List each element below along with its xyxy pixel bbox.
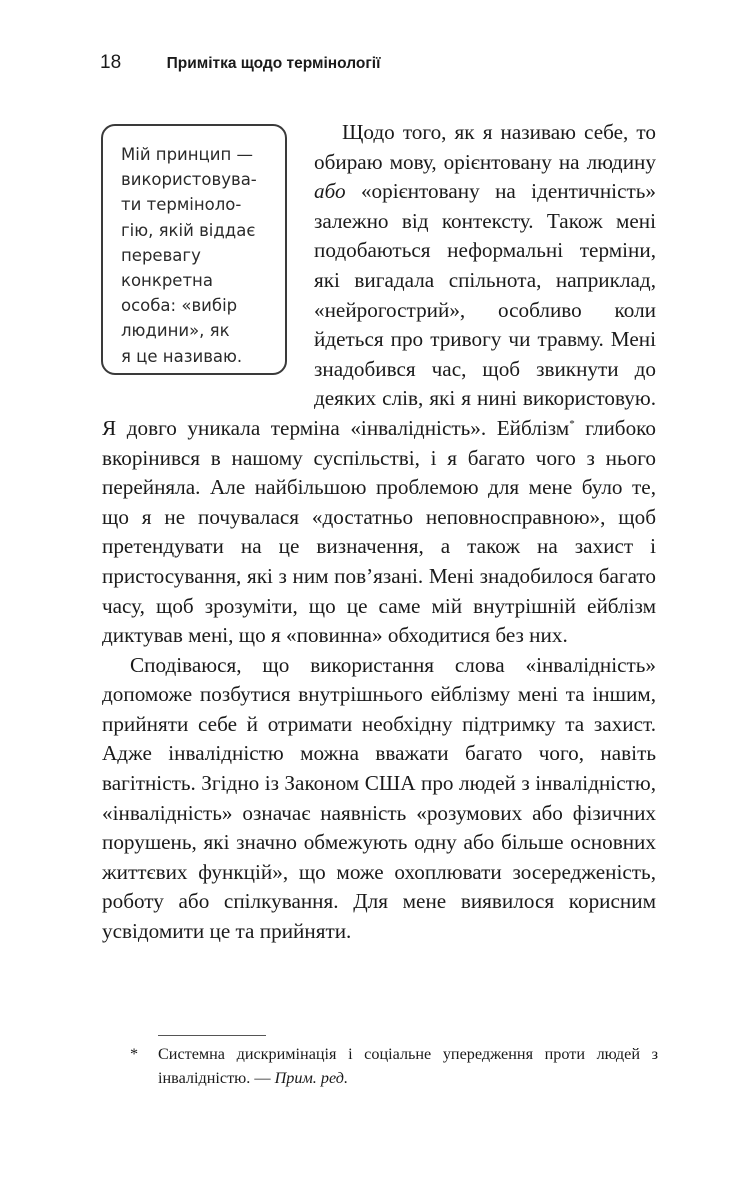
callout-line: ти терміноло-	[121, 195, 242, 215]
page-number: 18	[100, 52, 122, 73]
footnote-mark: *	[130, 1045, 139, 1063]
footnote-text: Системна дискримінація і соціальне упередження проти людей з інвалідністю. —	[158, 1045, 658, 1087]
footnote	[130, 1043, 658, 1090]
callout-line: особа: «вибір	[121, 296, 238, 316]
callout-line: Мій принцип —	[121, 145, 254, 164]
footnote-body	[158, 1043, 658, 1090]
callout-line: перевагу	[121, 245, 201, 265]
body-text	[102, 118, 656, 947]
paragraph-1-text-c: глибоко вкорінився в нашому суспільстві, і я багато чого з нього перейняла. Але найбільшою проблемою для мене було те, що я не почувалася «достатньо неповносправною», щоб претендувати на це визначення, а також на захист і пристосування, які з ним пов’язані. Мені знадобилося багато часу, щоб зрозуміти, що це саме мій внутрішній ейблізм диктував мені, що я «повинна» обходитися без них.	[102, 415, 656, 648]
callout-line: конкретна	[121, 271, 213, 291]
callout-line: я це називаю.	[121, 346, 243, 366]
paragraph-1-italic: або	[314, 179, 346, 204]
callout-spacer	[102, 118, 314, 386]
callout-line: гію, якій віддає	[121, 220, 256, 240]
paragraph-1-text-b: «орієнтовану на ідентичність» залежно від контексту. Також мені подобаються неформальні терміни, які вигадала спільнота, наприклад, «нейрогострий», особливо коли йдеться про тривогу чи травму. Мені знадобився час, щоб звикнути до деяких слів, які я нині використовую. Я довго уникала терміна «інвалідність». Ейблізм	[102, 179, 656, 440]
footnote-note-label: Прим. ред.	[274, 1068, 348, 1087]
page-header	[100, 52, 660, 74]
callout-line: людини», як	[121, 321, 230, 341]
footnote-reference: *	[569, 417, 575, 430]
paragraph-1-text-a: Щодо того, як я називаю себе, то обираю мову, орієнтовану на людину	[314, 120, 656, 174]
footnote-divider	[158, 1035, 266, 1036]
paragraph-2: Сподіваюся, що використання слова «інвалідність» допоможе позбутися внутрішнього ейблізму мені та іншим, прийняти себе й отримати необхідну підтримку та захист. Адже інвалідністю можна вважати багато чого, навіть вагітність. Згідно із Законом США про людей з інвалідністю, «інвалідність» означає наявність «розумових або фізичних порушень, які значно обмежують одну або більше основних життєвих функцій», що може охоплювати зосередженість, роботу або спілкування. Для мене виявилося корисним усвідомити це та прийняти.	[102, 652, 656, 944]
callout-line: використовува-	[121, 170, 257, 190]
running-title: Примітка щодо термінології	[166, 55, 381, 72]
